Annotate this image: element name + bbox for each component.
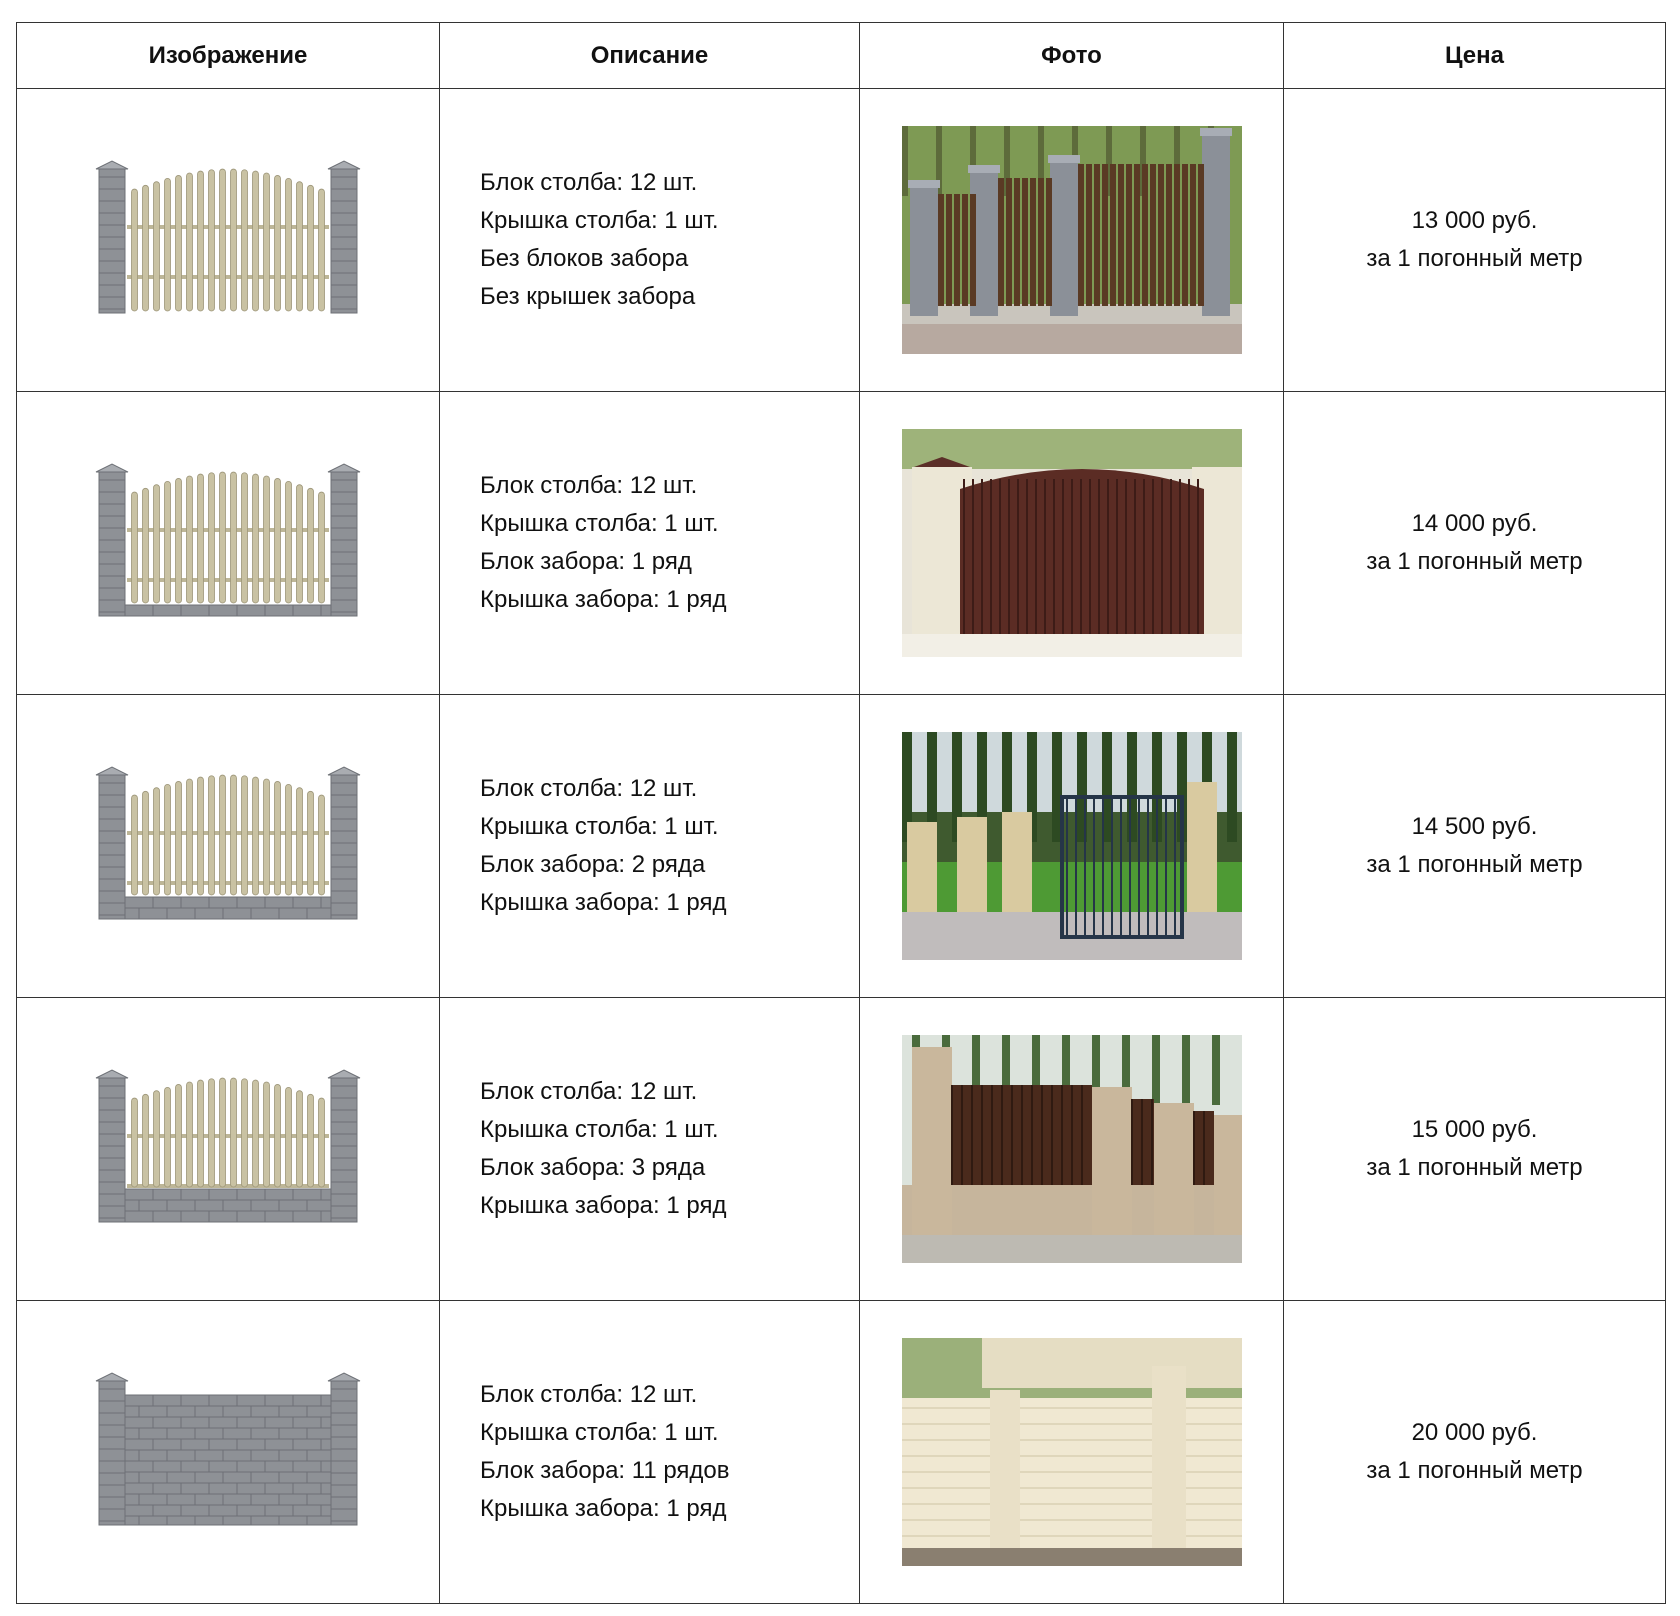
photo-cell	[860, 998, 1284, 1301]
left-pillar	[96, 1373, 128, 1525]
fence-photo	[902, 732, 1242, 960]
pickets	[127, 472, 329, 603]
left-pillar	[96, 767, 128, 919]
price-value: 14 500 руб.	[1411, 813, 1538, 840]
description-line: Крышка забора: 1 ряд	[480, 1192, 727, 1219]
description-cell	[440, 1301, 860, 1604]
description-line: Блок столба: 12 шт.	[480, 1381, 698, 1408]
right-pillar	[328, 464, 360, 616]
pickets	[127, 1078, 329, 1188]
description-line: Крышка столба: 1 шт.	[480, 510, 719, 537]
description-cell	[440, 998, 860, 1301]
description-line: Без крышек забора	[480, 283, 696, 310]
fence-price-table	[16, 22, 1666, 1604]
pickets	[127, 775, 329, 895]
price-cell	[1284, 89, 1666, 392]
fence-diagram	[93, 1064, 363, 1234]
description-line: Крышка столба: 1 шт.	[480, 1419, 719, 1446]
description-cell	[440, 89, 860, 392]
description-line: Крышка столба: 1 шт.	[480, 813, 719, 840]
left-pillar	[96, 464, 128, 616]
price-unit: за 1 погонный метр	[1366, 548, 1583, 575]
right-pillar	[328, 161, 360, 313]
description-line: Крышка забора: 1 ряд	[480, 1495, 727, 1522]
left-pillar	[96, 161, 128, 313]
header-price: Цена	[1284, 23, 1666, 89]
price-unit: за 1 погонный метр	[1366, 1457, 1583, 1484]
fence-diagram	[93, 458, 363, 628]
description-line: Без блоков забора	[480, 245, 689, 272]
table-row	[17, 695, 1666, 998]
block-base	[125, 1189, 331, 1222]
fence-diagram	[93, 1367, 363, 1537]
price-value: 14 000 руб.	[1411, 510, 1538, 537]
pickets	[127, 169, 329, 311]
photo-cell	[860, 695, 1284, 998]
description-line: Блок столба: 12 шт.	[480, 775, 698, 802]
price-unit: за 1 погонный метр	[1366, 851, 1583, 878]
header-row	[17, 23, 1666, 89]
price-cell	[1284, 1301, 1666, 1604]
photo-cell	[860, 1301, 1284, 1604]
price-cell	[1284, 392, 1666, 695]
block-wall	[125, 1395, 331, 1525]
description-cell	[440, 695, 860, 998]
fence-diagram-cell	[17, 89, 440, 392]
block-base	[125, 605, 331, 616]
table-row	[17, 998, 1666, 1301]
header-photo: Фото	[860, 23, 1284, 89]
fence-diagram-cell	[17, 998, 440, 1301]
description-line: Крышка забора: 1 ряд	[480, 586, 727, 613]
header-image: Изображение	[17, 23, 440, 89]
fence-photo	[902, 1035, 1242, 1263]
table-row	[17, 392, 1666, 695]
description-line: Блок забора: 3 ряда	[480, 1154, 706, 1181]
photo-cell	[860, 392, 1284, 695]
description-line: Крышка столба: 1 шт.	[480, 207, 719, 234]
price-cell	[1284, 695, 1666, 998]
fence-diagram-cell	[17, 1301, 440, 1604]
description-line: Блок забора: 11 рядов	[480, 1457, 730, 1484]
price-cell	[1284, 998, 1666, 1301]
fence-photo	[902, 429, 1242, 657]
price-value: 15 000 руб.	[1411, 1116, 1538, 1143]
table-row	[17, 89, 1666, 392]
price-value: 20 000 руб.	[1411, 1419, 1538, 1446]
description-line: Блок забора: 2 ряда	[480, 851, 706, 878]
price-unit: за 1 погонный метр	[1366, 245, 1583, 272]
fence-diagram-cell	[17, 695, 440, 998]
photo-cell	[860, 89, 1284, 392]
right-pillar	[328, 1373, 360, 1525]
fence-diagram	[93, 761, 363, 931]
fence-diagram-cell	[17, 392, 440, 695]
table-row	[17, 1301, 1666, 1604]
fence-photo	[902, 1338, 1242, 1566]
description-line: Блок забора: 1 ряд	[480, 548, 692, 575]
right-pillar	[328, 767, 360, 919]
description-line: Блок столба: 12 шт.	[480, 1078, 698, 1105]
header-description: Описание	[440, 23, 860, 89]
fence-photo	[902, 126, 1242, 354]
left-pillar	[96, 1070, 128, 1222]
description-cell	[440, 392, 860, 695]
price-value: 13 000 руб.	[1411, 207, 1538, 234]
description-line: Крышка столба: 1 шт.	[480, 1116, 719, 1143]
description-line: Блок столба: 12 шт.	[480, 169, 698, 196]
description-line: Блок столба: 12 шт.	[480, 472, 698, 499]
fence-diagram	[93, 155, 363, 325]
right-pillar	[328, 1070, 360, 1222]
price-unit: за 1 погонный метр	[1366, 1154, 1583, 1181]
description-line: Крышка забора: 1 ряд	[480, 889, 727, 916]
block-base	[125, 897, 331, 919]
